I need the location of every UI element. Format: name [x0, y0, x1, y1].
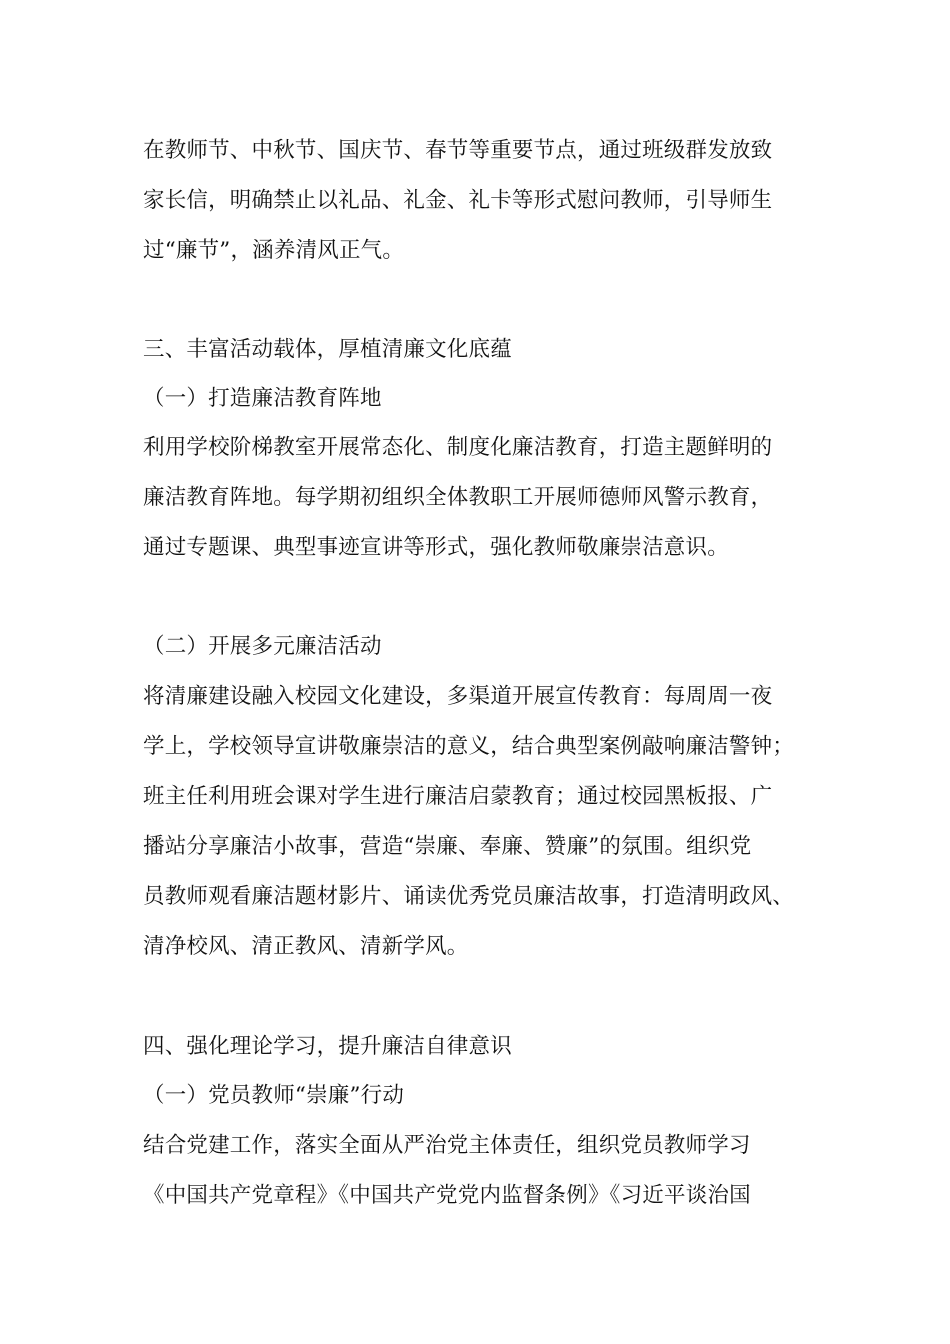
paragraph-line: 在教师节、中秋节、国庆节、春节等重要节点，通过班级群发放致	[143, 138, 773, 163]
paragraph-line: 家长信，明确禁止以礼品、礼金、礼卡等形式慰问教师，引导师生	[143, 188, 773, 213]
subsection-heading: （二）开展多元廉洁活动	[143, 634, 382, 659]
paragraph-line: 利用学校阶梯教室开展常态化、制度化廉洁教育，打造主题鲜明的	[143, 435, 773, 460]
section-heading: 四、强化理论学习，提升廉洁自律意识	[143, 1034, 512, 1059]
paragraph-line: 员教师观看廉洁题材影片、诵读优秀党员廉洁故事，打造清明政风、	[143, 884, 795, 909]
paragraph-line: 班主任利用班会课对学生进行廉洁启蒙教育；通过校园黑板报、广	[143, 784, 773, 809]
paragraph-line: 结合党建工作，落实全面从严治党主体责任，组织党员教师学习	[143, 1133, 751, 1158]
paragraph-line: 学上，学校领导宣讲敬廉崇洁的意义，结合典型案例敲响廉洁警钟；	[143, 734, 795, 759]
paragraph-line: 将清廉建设融入校园文化建设，多渠道开展宣传教育：每周周一夜	[143, 684, 773, 709]
subsection-heading: （一）打造廉洁教育阵地	[143, 386, 382, 411]
paragraph-line: 廉洁教育阵地。每学期初组织全体教职工开展师德师风警示教育，	[143, 485, 773, 510]
paragraph-line: 过“廉节”，涵养清风正气。	[143, 238, 405, 263]
paragraph-line: 通过专题课、典型事迹宣讲等形式，强化教师敬廉崇洁意识。	[143, 535, 729, 560]
paragraph-line: 《中国共产党章程》《中国共产党党内监督条例》《习近平谈治国	[143, 1183, 751, 1208]
paragraph-line: 播站分享廉洁小故事，营造“崇廉、奉廉、赞廉”的氛围。组织党	[143, 834, 752, 859]
subsection-heading: （一）党员教师“崇廉”行动	[143, 1083, 405, 1108]
section-heading: 三、丰富活动载体，厚植清廉文化底蕴	[143, 337, 512, 362]
paragraph-line: 清净校风、清正教风、清新学风。	[143, 934, 469, 959]
